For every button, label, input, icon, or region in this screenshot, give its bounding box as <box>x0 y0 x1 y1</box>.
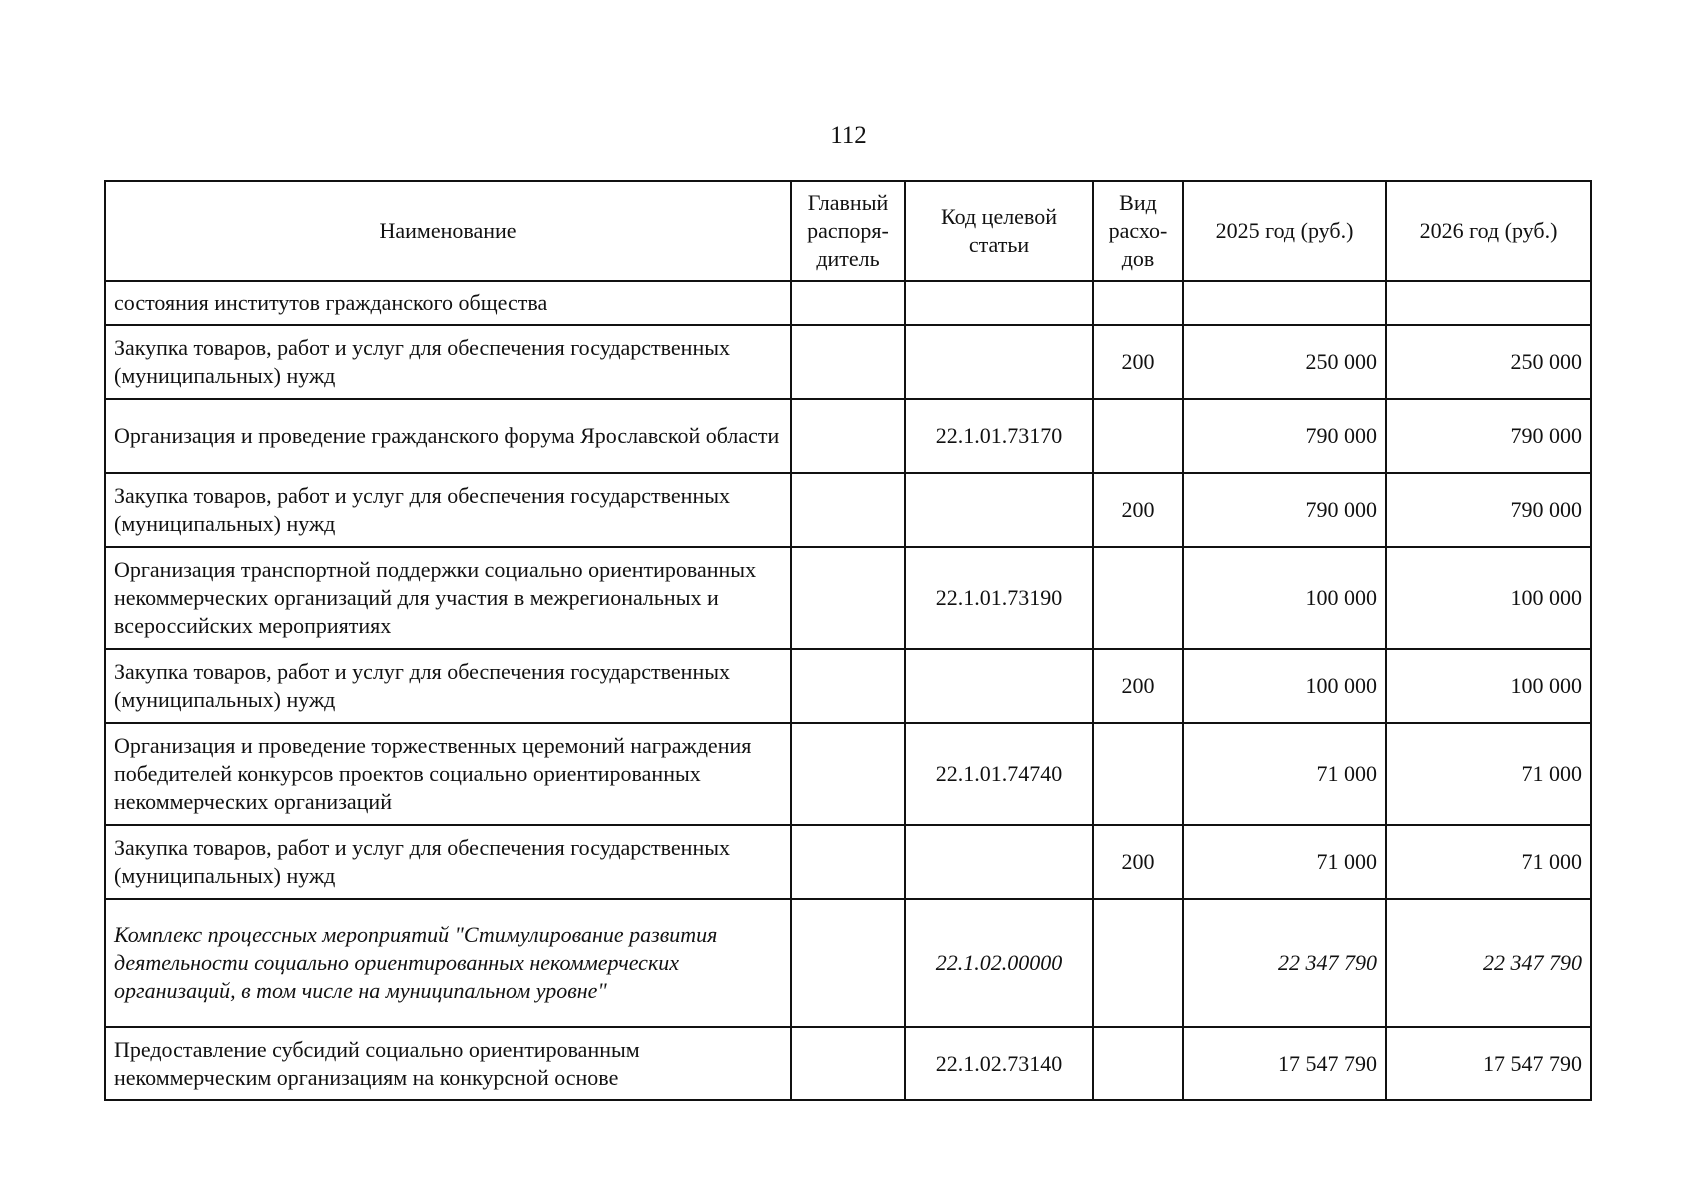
row-target-code <box>905 649 1093 723</box>
row-amount-2025: 22 347 790 <box>1183 899 1386 1027</box>
row-name: состояния институтов гражданского общества <box>105 281 791 325</box>
header-expense-type: Вид расхо-дов <box>1093 181 1183 281</box>
row-expense-type: 200 <box>1093 325 1183 399</box>
table-row <box>105 1027 1591 1100</box>
table-row <box>105 399 1591 473</box>
row-amount-2025: 71 000 <box>1183 723 1386 825</box>
header-chief-manager: Главный распоря-дитель <box>791 181 905 281</box>
row-chief-manager <box>791 649 905 723</box>
row-amount-2025: 71 000 <box>1183 825 1386 899</box>
row-target-code <box>905 825 1093 899</box>
row-amount-2026 <box>1386 281 1591 325</box>
row-chief-manager <box>791 547 905 649</box>
row-target-code: 22.1.01.74740 <box>905 723 1093 825</box>
row-target-code <box>905 473 1093 547</box>
row-amount-2025 <box>1183 281 1386 325</box>
table-row <box>105 281 1591 325</box>
row-chief-manager <box>791 1027 905 1100</box>
row-amount-2025: 17 547 790 <box>1183 1027 1386 1100</box>
row-name: Закупка товаров, работ и услуг для обеспечения государственных (муниципальных) нужд <box>105 825 791 899</box>
header-name: Наименование <box>105 181 791 281</box>
table-row <box>105 325 1591 399</box>
table-row <box>105 473 1591 547</box>
row-amount-2025: 100 000 <box>1183 547 1386 649</box>
row-target-code <box>905 325 1093 399</box>
row-expense-type <box>1093 547 1183 649</box>
header-year-2026: 2026 год (руб.) <box>1386 181 1591 281</box>
header-target-code: Код целевой статьи <box>905 181 1093 281</box>
row-chief-manager <box>791 325 905 399</box>
row-chief-manager <box>791 281 905 325</box>
row-chief-manager <box>791 825 905 899</box>
row-name: Закупка товаров, работ и услуг для обеспечения государственных (муниципальных) нужд <box>105 473 791 547</box>
row-amount-2026: 100 000 <box>1386 547 1591 649</box>
row-name: Закупка товаров, работ и услуг для обеспечения государственных (муниципальных) нужд <box>105 325 791 399</box>
row-amount-2026: 71 000 <box>1386 723 1591 825</box>
table-row <box>105 649 1591 723</box>
table-row <box>105 723 1591 825</box>
row-expense-type <box>1093 899 1183 1027</box>
row-amount-2026: 17 547 790 <box>1386 1027 1591 1100</box>
row-chief-manager <box>791 723 905 825</box>
row-amount-2026: 790 000 <box>1386 399 1591 473</box>
row-amount-2025: 100 000 <box>1183 649 1386 723</box>
row-name: Организация и проведение гражданского форума Ярославской области <box>105 399 791 473</box>
row-expense-type <box>1093 723 1183 825</box>
row-amount-2026: 250 000 <box>1386 325 1591 399</box>
row-expense-type: 200 <box>1093 473 1183 547</box>
row-name: Организация и проведение торжественных церемоний награждения победителей конкурсов проектов социально ориентированных некоммерческих организаций <box>105 723 791 825</box>
row-expense-type: 200 <box>1093 649 1183 723</box>
row-amount-2025: 790 000 <box>1183 399 1386 473</box>
row-target-code: 22.1.01.73170 <box>905 399 1093 473</box>
header-year-2025: 2025 год (руб.) <box>1183 181 1386 281</box>
row-amount-2025: 250 000 <box>1183 325 1386 399</box>
row-expense-type: 200 <box>1093 825 1183 899</box>
row-name: Предоставление субсидий социально ориентированным некоммерческим организациям на конкурсной основе <box>105 1027 791 1100</box>
row-chief-manager <box>791 399 905 473</box>
row-target-code: 22.1.02.73140 <box>905 1027 1093 1100</box>
row-target-code: 22.1.01.73190 <box>905 547 1093 649</box>
table-row <box>105 825 1591 899</box>
row-expense-type <box>1093 281 1183 325</box>
table-row <box>105 547 1591 649</box>
row-amount-2026: 22 347 790 <box>1386 899 1591 1027</box>
row-expense-type <box>1093 1027 1183 1100</box>
budget-table <box>104 180 1592 1101</box>
row-amount-2026: 71 000 <box>1386 825 1591 899</box>
row-amount-2026: 100 000 <box>1386 649 1591 723</box>
table-row <box>105 899 1591 1027</box>
row-name: Закупка товаров, работ и услуг для обеспечения государственных (муниципальных) нужд <box>105 649 791 723</box>
row-name: Комплекс процессных мероприятий "Стимулирование развития деятельности социально ориентированных некоммерческих организаций, в том числе на муниципальном уровне" <box>105 899 791 1027</box>
table-header-row <box>105 181 1591 281</box>
page-number: 112 <box>830 122 867 149</box>
row-target-code: 22.1.02.00000 <box>905 899 1093 1027</box>
row-amount-2026: 790 000 <box>1386 473 1591 547</box>
row-chief-manager <box>791 899 905 1027</box>
row-chief-manager <box>791 473 905 547</box>
row-amount-2025: 790 000 <box>1183 473 1386 547</box>
row-expense-type <box>1093 399 1183 473</box>
row-target-code <box>905 281 1093 325</box>
row-name: Организация транспортной поддержки социально ориентированных некоммерческих организаций для участия в межрегиональных и всероссийских мероприятиях <box>105 547 791 649</box>
